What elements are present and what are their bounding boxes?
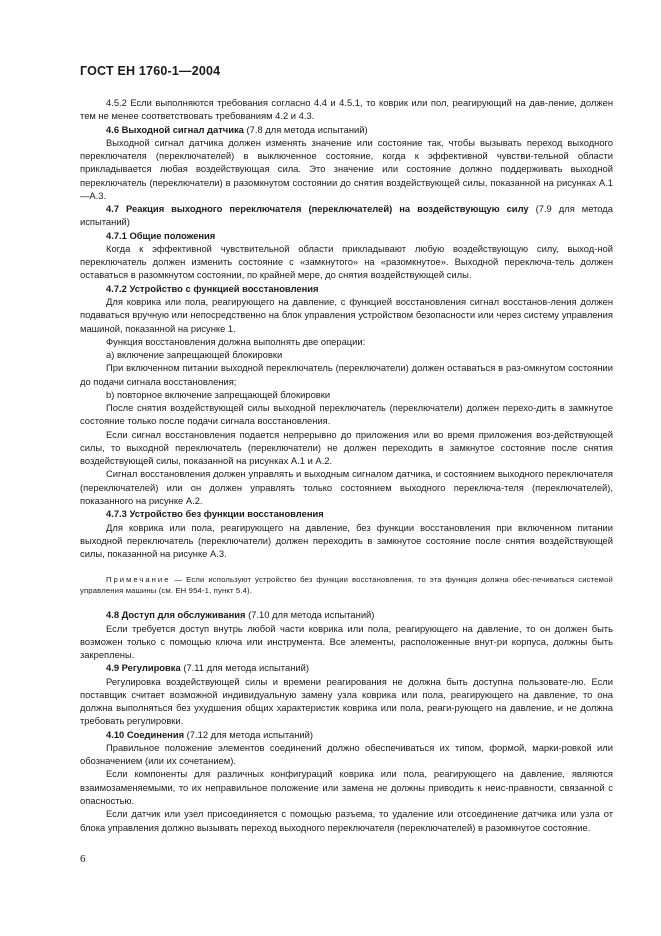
- paragraph: При включенном питании выходной переключатель (переключатели) должен оставаться в раз-омкнутом состоянии до подачи сигнала восстановления;: [80, 362, 613, 387]
- list-item: a) включение запрещающей блокировки: [106, 349, 283, 361]
- paragraph: Функция восстановления должна выполнять две операции:: [106, 335, 366, 347]
- paragraph: 4.5.2 Если выполняются требования согласно 4.4 и 4.5.1, то коврик или пол, реагирующий на дав-ление, должен тем не менее соответствовать требованиям 4.2 и 4.3.: [80, 97, 613, 122]
- section-heading: 4.6 Выходной сигнал датчика (7.8 для метода испытаний): [106, 123, 368, 135]
- paragraph: Если сигнал восстановления подается непрерывно до приложения или во время приложения воз-действующей силы, то выходной переключатель (переключатели) не должен переходить в замкнутое состояние после снятия воздействующей силы, показанной на рисунках А.1 и А.2.: [80, 428, 613, 467]
- note-label: Примечание: [106, 575, 171, 585]
- paragraph: Если датчик или узел присоединяется с помощью разъема, то удаление или отсоединение датчика или узла от блока управления должно вызывать переход выходного переключателя (переключателей) в разомкнутое состояние.: [80, 808, 613, 833]
- paragraph: Для коврика или пола, реагирующего на давление, без функции восстановления при включенном питании выходной переключатель (переключатели) должен переходить в замкнутое состояние после снятия воздействующей силы, показанной на рисунке А.3.: [80, 521, 613, 560]
- section-heading: 4.8 Доступ для обслуживания (7.10 для метода испытаний): [106, 609, 375, 621]
- section-heading: 4.7.3 Устройство без функции восстановления: [106, 508, 324, 520]
- paragraph: Когда к эффективной чувствительной области прикладывают любую воздействующую силу, выход-ной переключатель должен изменить состояние с «замкнутого» на «разомкнутое». Выходной переключа-тель должен оставаться в разомкнутом состоянии, по крайней мере, до снятия воздействующей силы.: [80, 242, 613, 281]
- paragraph: Выходной сигнал датчика должен изменять значение или состояние так, чтобы вызывать переход выходного переключателя (переключателей) в выключенное состояние, когда к эффективной чувстви-тельной области прикладывается любая воздействующая сила. Это значение или состояние должно поддерживать выходной переключатель (переключатели) в разомкнутом состоянии до снятия воздействующей силы, показанной на рисунках А.1—А.3.: [80, 136, 613, 201]
- paragraph: Правильное положение элементов соединений должно обеспечиваться их типом, формой, марки-ровкой или обозначением (или их сочетанием).: [80, 741, 613, 767]
- list-item: b) повторное включение запрещающей блокировки: [106, 388, 331, 400]
- section-heading: 4.7 Реакция выходного переключателя (переключателей) на воздействующую силу (7.9 для метода испытаний): [80, 203, 613, 228]
- paragraph: После снятия воздействующей силы выходной переключатель (переключатели) должен перехо-дить в замкнутое состояние только после подачи сигнала восстановления.: [80, 402, 613, 427]
- paragraph: Регулировка воздействующей силы и времени реагирования не должна быть доступна пользовате-лю. Если поставщик считает возможной индивидуальную замену узла коврика или пола, реагирующего на давление, то она должна выполняться без ухудшения общих характеристик коврика или пола, реаги-рующего на давление, и не должна требовать регулировки.: [80, 675, 613, 727]
- document-header: ГОСТ ЕН 1760-1—2004: [80, 64, 221, 78]
- paragraph: Для коврика или пола, реагирующего на давление, с функцией восстановления сигнал восстанов-ления должен подаваться вручную или непосредственно на блок управления устройством безопасности или через систему управления машиной, показанной на рисунке 1.: [80, 295, 613, 334]
- section-heading: 4.7.2 Устройство с функцией восстановления: [106, 282, 319, 294]
- section-heading: 4.9 Регулировка (7.11 для метода испытаний): [106, 662, 309, 674]
- paragraph: Если требуется доступ внутрь любой части коврика или пола, реагирующего на давление, то он должен быть возможен только с помощью ключа или инструмента. Все элементы, расположенные внут-ри корпуса, должны быть закреплены.: [80, 622, 613, 661]
- note: Примечание — Если используют устройство без функции восстановления, то эта функция должна обес-печиваться системой управления машины (см. ЕН 954-1, пункт 5.4).: [80, 575, 613, 596]
- paragraph: Если компоненты для различных конфигураций коврика или пола, реагирующего на давление, являются взаимозаменяемыми, то их неправильное положение или замена не должны приводить к неис-правности, связанной с опасностью.: [80, 768, 613, 807]
- section-heading: 4.10 Соединения (7.12 для метода испытаний): [106, 728, 314, 740]
- document-body: [80, 96, 613, 834]
- section-heading: 4.7.1 Общие положения: [106, 229, 216, 241]
- page-number: 6: [80, 853, 86, 865]
- paragraph: Сигнал восстановления должен управлять и выходным сигналом датчика, и состоянием выходного переключателя (переключателей) или он должен управлять только состоянием выходного переключа-теля (переключателей), показанного на рисунке А.2.: [80, 468, 613, 506]
